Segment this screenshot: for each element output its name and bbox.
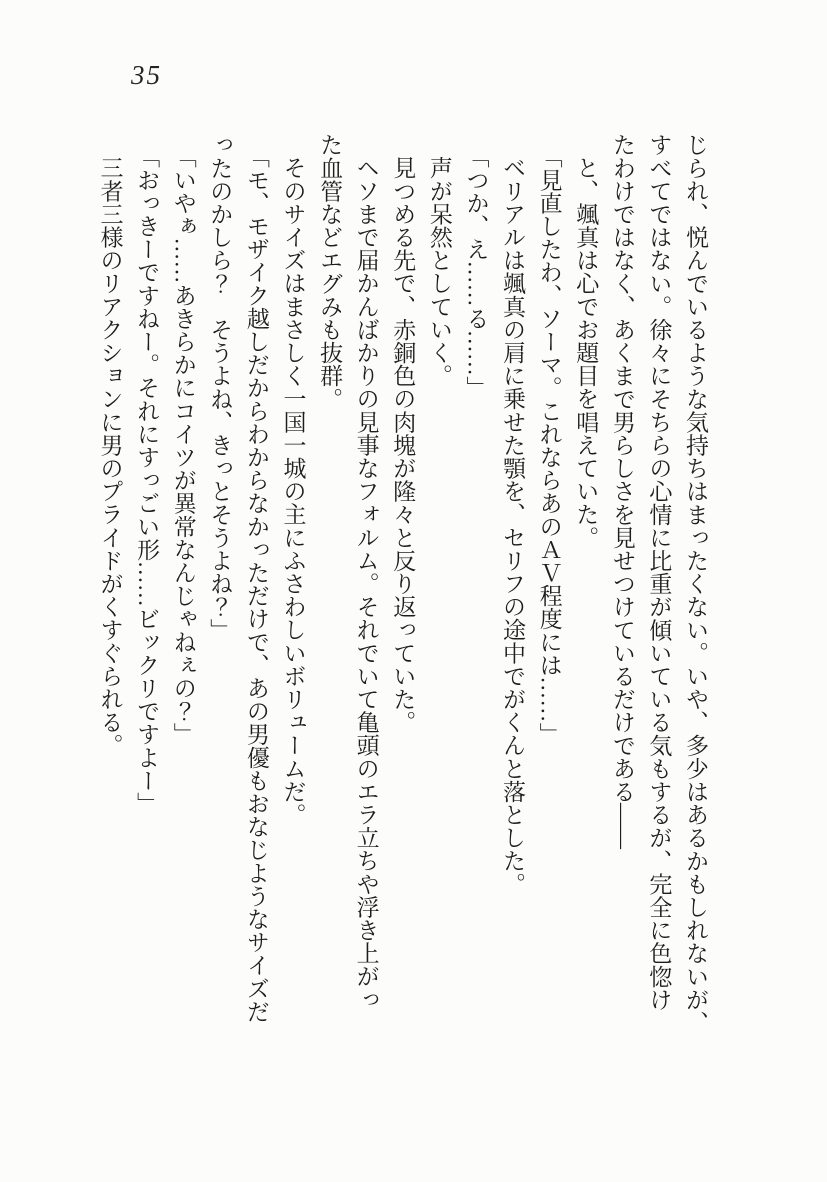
text-line: た血管などエグみも抜群。: [317, 133, 343, 411]
text-line: 「モ、モザイク越しだからわからなかっただけで、あの男優もおなじようなサイズだ: [243, 144, 269, 1023]
text-line: ベリアルは颯真の肩に乗せた顎を、セリフの途中でがくんと落とした。: [500, 156, 526, 896]
text-line: 「つか、え……る……」: [463, 144, 489, 399]
text-line: そのサイズはまさしく一国一城の主にふさわしいボリュームだ。: [280, 156, 306, 826]
vertical-text-block: [91, 133, 713, 1093]
text-line: すべてではない。徐々にそちらの心情に比重が傾いている気もするが、完全に色惚け: [646, 133, 672, 1011]
text-line: 三者三様のリアクションに男のプライドがくすぐられる。: [97, 156, 123, 757]
text-line: ヘソまで届かんばかりの見事なフォルム。それでいて亀頭のエラ立ちや浮き上がっ: [353, 156, 379, 1011]
text-line: たわけではなく、あくまで男らしさを見せつけているだけである――: [609, 133, 635, 850]
text-line: 見つめる先で、赤銅色の肉塊が隆々と反り返っていた。: [390, 156, 416, 734]
text-line: 「いやぁ……あきらかにコイツが異常なんじゃねぇの？」: [170, 144, 196, 746]
text-line: じられ、悦んでいるような気持ちはまったくない。いや、多少はあるかもしれないが、: [683, 133, 708, 1034]
text-line: 声が呆然としていく。: [426, 156, 452, 387]
page-number: 35: [131, 60, 162, 90]
text-line: 「おっきーですねー。それにすっごい形……ビックリですよー」: [134, 144, 160, 815]
text-line: ったのかしら？ そうよね、きっとそうよね？」: [207, 133, 233, 642]
text-line: と、颯真は心でお題目を唱えていた。: [573, 156, 599, 549]
text-line: 「見直したわ、ソーマ。これならあのＡＶ程度には……」: [536, 144, 562, 746]
